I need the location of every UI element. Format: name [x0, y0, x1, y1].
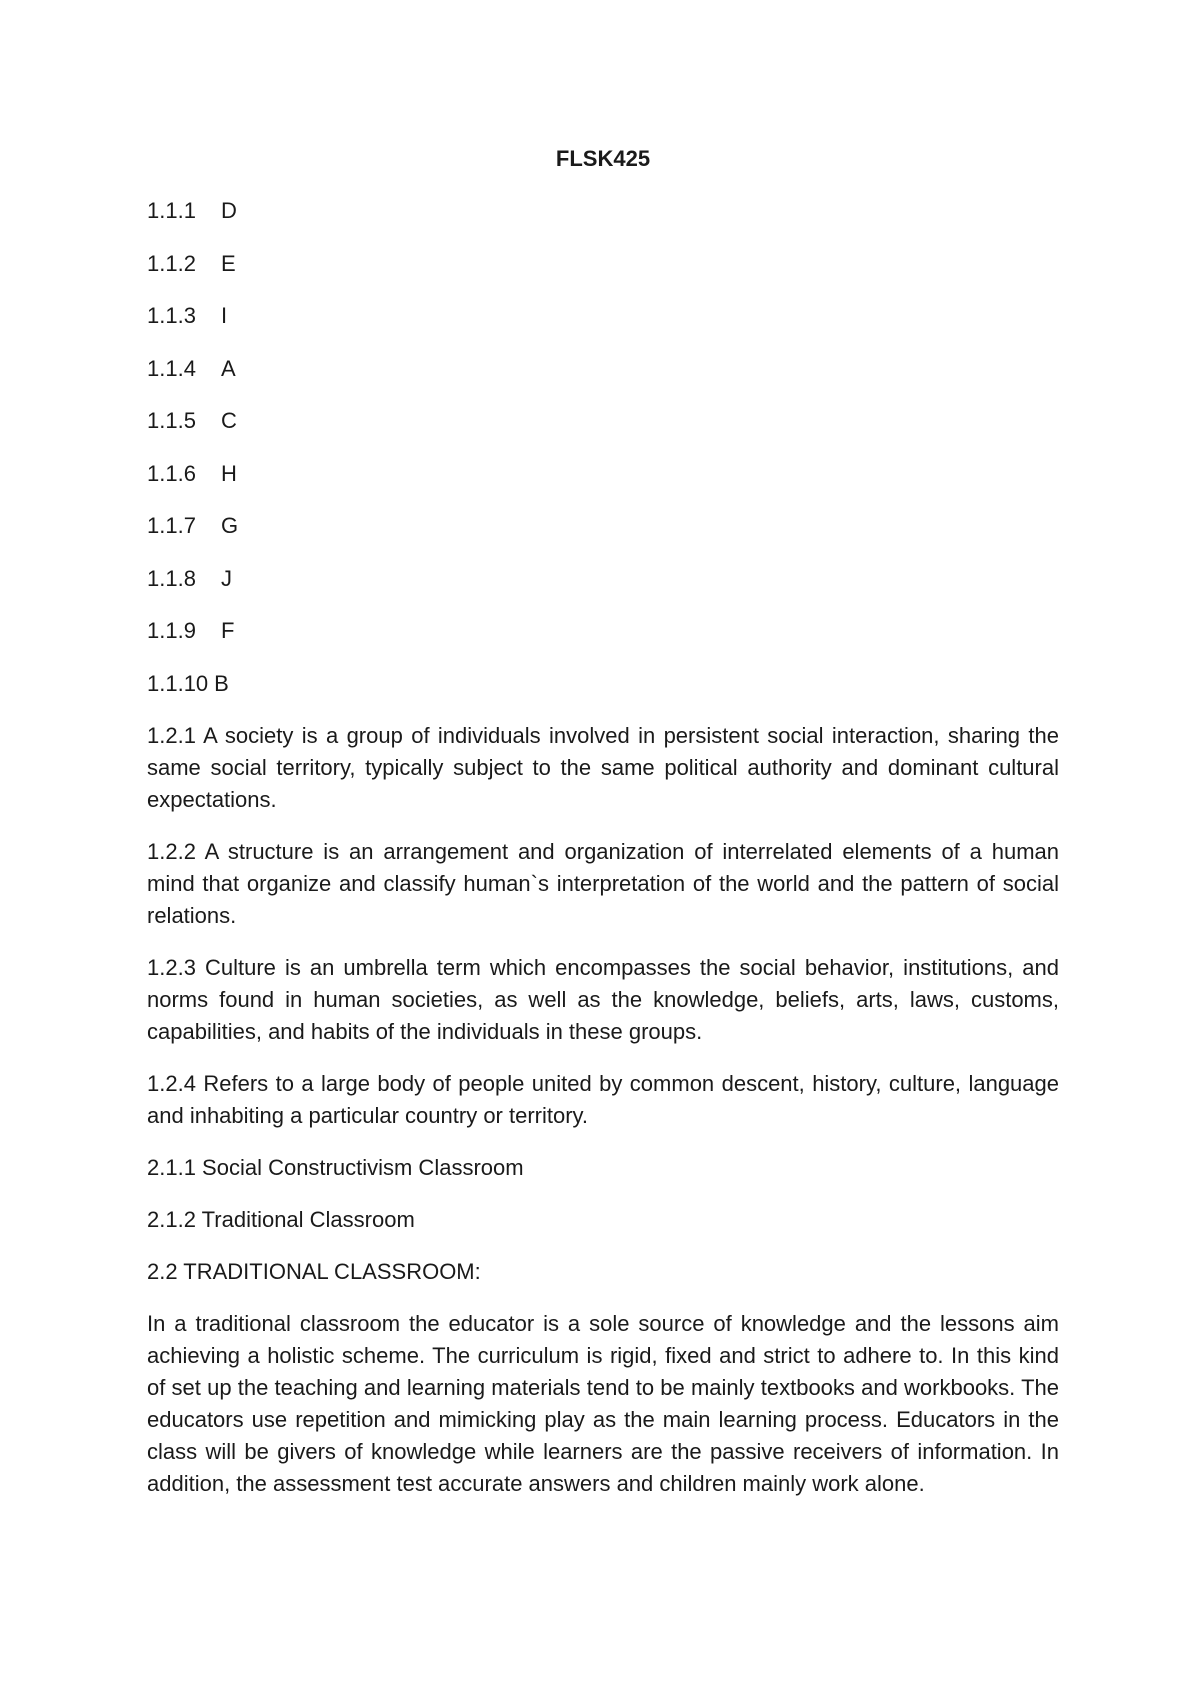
- answer-row: [147, 195, 1059, 227]
- answer-number: 1.1.9: [147, 618, 196, 643]
- answer-number: 1.1.4: [147, 355, 196, 381]
- answer-letter: H: [221, 460, 237, 486]
- answer-row: [147, 353, 1059, 385]
- answer-letter: D: [221, 198, 237, 223]
- answer-number: 1.1.6: [147, 460, 196, 486]
- answer-row: [147, 300, 1059, 332]
- answer-letter: C: [221, 408, 237, 433]
- answer-row: [147, 405, 1059, 437]
- answer-letter: F: [221, 618, 235, 643]
- answer-letter: E: [221, 250, 236, 276]
- answer-row: [147, 668, 1059, 700]
- section-heading: 2.2 TRADITIONAL CLASSROOM:: [147, 1259, 481, 1284]
- answer-number: 1.1.7: [147, 513, 196, 538]
- answer-letter: B: [214, 670, 229, 696]
- section-item: 2.1.2 Traditional Classroom: [147, 1207, 415, 1232]
- answer-letter: G: [221, 513, 239, 538]
- answer-number: 1.1.10: [147, 670, 209, 696]
- answer-number: 1.1.2: [147, 250, 196, 276]
- answer-number: 1.1.5: [147, 408, 196, 433]
- page-title: FLSK425: [555, 146, 651, 171]
- answer-row: [147, 615, 1059, 647]
- answer-list: [147, 195, 1059, 700]
- section-item: 2.1.1 Social Constructivism Classroom: [147, 1155, 524, 1180]
- answer-letter: A: [221, 355, 236, 381]
- answer-row: [147, 563, 1059, 595]
- definition-paragraph: 1.2.3 Culture is an umbrella term which encompasses the social behavior, institutions, and norms found in human societies, as well as the knowledge, beliefs, arts, laws, customs, capabilities, and habits of the individuals in these groups.: [147, 955, 1059, 1044]
- answer-letter: J: [221, 565, 232, 591]
- answer-number: 1.1.1: [147, 198, 196, 223]
- answer-row: [147, 458, 1059, 490]
- answer-row: [147, 510, 1059, 542]
- answer-number: 1.1.8: [147, 565, 196, 591]
- body-paragraph: In a traditional classroom the educator is a sole source of knowledge and the lessons aim achieving a holistic scheme. The curriculum is rigid, fixed and strict to adhere to. In this kind of set up the teaching and learning materials tend to be mainly textbooks and workbooks. The educators use repetition and mimicking play as the main learning process. Educators in the class will be givers of knowledge while learners are the passive receivers of information. In addition, the assessment test accurate answers and children mainly work alone.: [147, 1311, 1059, 1496]
- document-body: [147, 143, 1059, 1520]
- answer-row: [147, 248, 1059, 280]
- answer-letter: I: [221, 303, 228, 328]
- definition-paragraph: 1.2.4 Refers to a large body of people united by common descent, history, culture, language and inhabiting a particular country or territory.: [147, 1071, 1059, 1128]
- answer-number: 1.1.3: [147, 303, 196, 328]
- definition-paragraph: 1.2.1 A society is a group of individuals involved in persistent social interaction, sharing the same social territory, typically subject to the same political authority and dominant cultural expectations.: [147, 723, 1059, 812]
- definition-paragraph: 1.2.2 A structure is an arrangement and organization of interrelated elements of a human mind that organize and classify human`s interpretation of the world and the pattern of social relations.: [147, 839, 1059, 928]
